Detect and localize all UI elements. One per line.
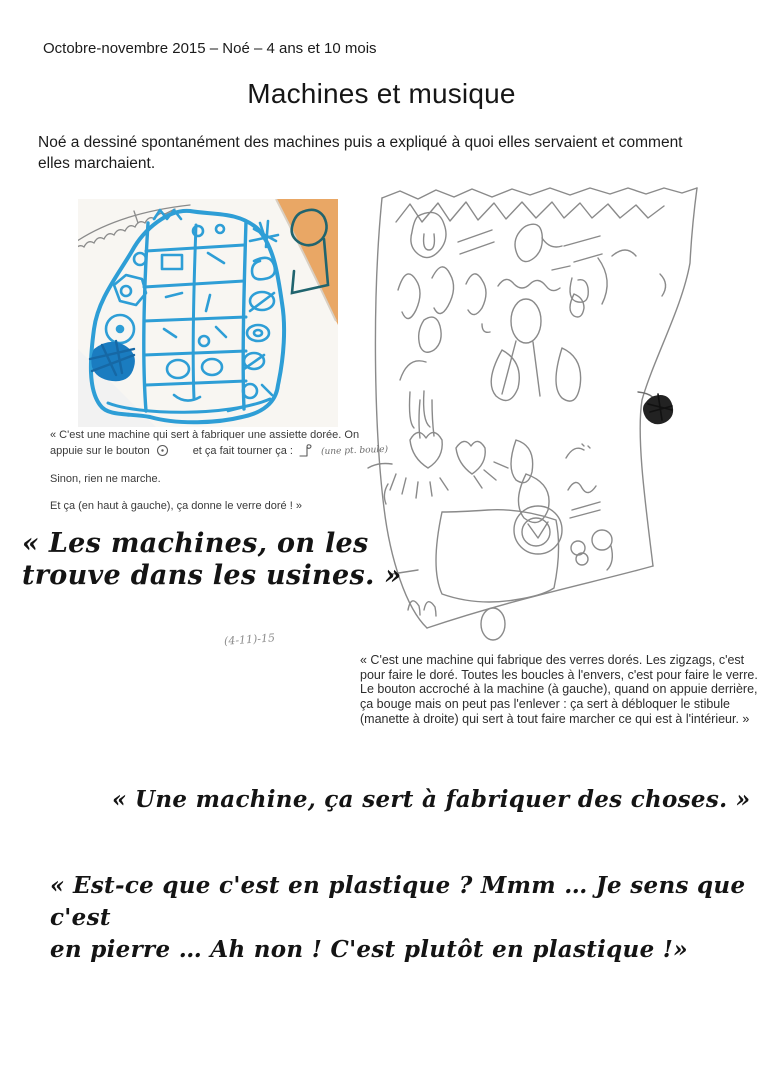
page-title: Machines et musique <box>247 78 516 109</box>
caption-line-2-before: appuie sur le bouton <box>50 444 150 457</box>
pencil-machine-drawing-image <box>366 178 716 656</box>
handwritten-date: (4-11)-15 <box>223 631 276 648</box>
intro-paragraph: Noé a dessiné spontanément des machines puis a expliqué à quoi elles servaient et comment elles marchaient. <box>38 134 683 173</box>
quote-line: trouve dans les usines. » <box>22 559 402 591</box>
photo-blue-machine-drawing <box>78 199 338 427</box>
caption-line-4: Et ça (en haut à gauche), ça donne le verre doré ! » <box>50 500 302 512</box>
quote-plastique <box>50 870 763 967</box>
document-header: Octobre-novembre 2015 – Noé – 4 ans et 10 mois <box>43 40 377 57</box>
left-drawing-caption <box>50 428 398 513</box>
caption-line-3: Sinon, rien ne marche. <box>50 473 161 485</box>
quote-line: en pierre … Ah non ! C'est plutôt en plastique !» <box>50 936 688 964</box>
pencil-machine-drawing <box>366 178 716 656</box>
handwritten-note: (une pt. boule) <box>320 444 389 457</box>
quote-line: « Est-ce que c'est en plastique ? Mmm … Je sens que c'est <box>50 872 746 932</box>
quote-fabriquer-choses: « Une machine, ça sert à fabriquer des choses. » <box>112 786 751 813</box>
caption-line-1: « C'est une machine qui sert à fabriquer une assiette dorée. On <box>50 429 360 441</box>
quote-machines-usines <box>22 528 402 592</box>
caption-line-2-after: et ça fait tourner ça : <box>192 444 293 457</box>
caption-line-2 <box>50 442 398 459</box>
button-dot-icon <box>156 444 169 457</box>
right-drawing-caption: « C'est une machine qui fabrique des verres dorés. Les zigzags, c'est pour faire le doré. Toutes les boucles à l'envers, c'est pour faire le verre. Le bouton accroché à la machine (à gauche), quand on appuie derrière, ça bouge mais on peut pas l'enlever : ça sert à débloquer le stibule (manette à droite) qui sert à tout faire marcher ce qui est à l'intérieur. » <box>360 653 758 726</box>
blue-machine-drawing-image <box>78 199 338 427</box>
crank-symbol-icon <box>299 442 315 459</box>
quote-line: « Les machines, on les <box>22 528 369 559</box>
